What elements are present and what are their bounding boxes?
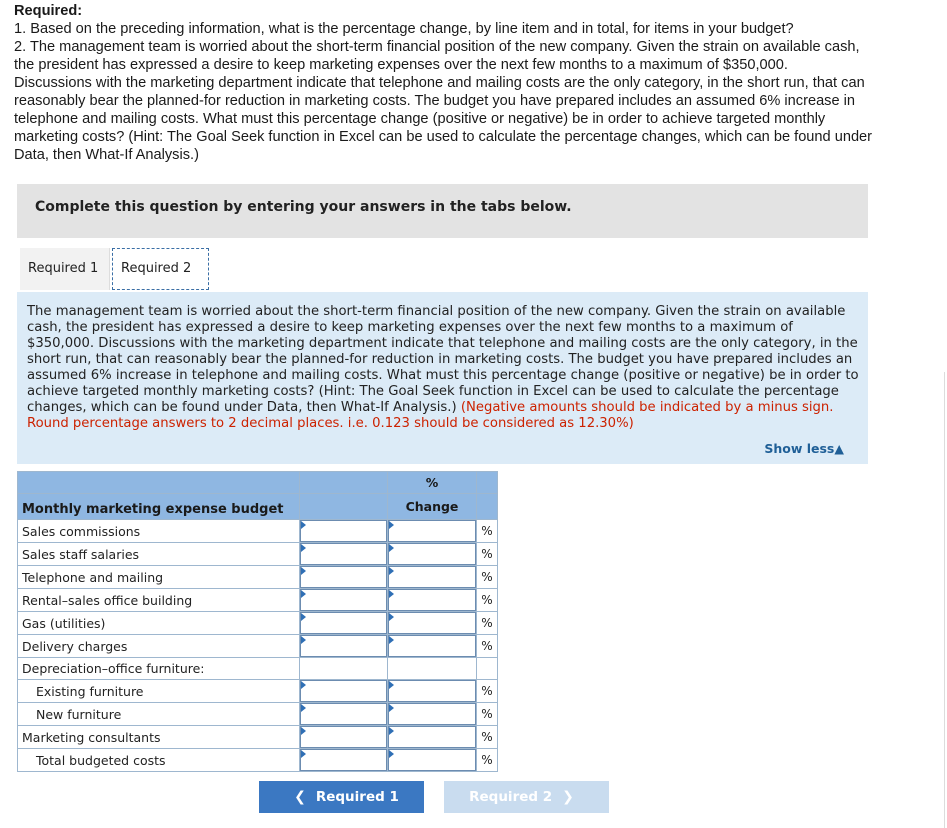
chevron-left-icon: ❮ [294, 789, 306, 805]
next-required-button[interactable] [444, 781, 609, 813]
amount-input[interactable] [301, 704, 386, 724]
row-label: Delivery charges [18, 635, 300, 658]
row-label: Rental–sales office building [18, 589, 300, 612]
pct-input-box[interactable] [388, 543, 476, 565]
table-row [18, 658, 498, 680]
question-2-line-5: telephone and mailing costs. What must this percentage change (positive or negative) be in order to achieve targeted monthly [14, 111, 826, 127]
pct-change-input[interactable] [389, 567, 475, 587]
row-label: Gas (utilities) [18, 612, 300, 635]
table-row [18, 589, 498, 612]
row-label: Sales commissions [18, 520, 300, 543]
table-row [18, 635, 498, 658]
pct-input-box[interactable] [388, 749, 476, 771]
table-row [18, 543, 498, 566]
table-row [18, 703, 498, 726]
row-label: Total budgeted costs [18, 749, 300, 772]
pct-input-box[interactable] [388, 635, 476, 657]
pct-change-input[interactable] [389, 750, 475, 770]
question-2-line-3: Discussions with the marketing department indicate that telephone and mailing costs are the only category, in the short run, that can [14, 75, 865, 91]
question-2-line-1: 2. The management team is worried about the short-term financial position of the new company. Given the strain on available cash, [14, 39, 860, 55]
pct-input-box[interactable] [388, 520, 476, 542]
amount-input[interactable] [301, 544, 386, 564]
amount-input[interactable] [301, 636, 386, 656]
question-2-line-4: reasonably bear the planned-for reduction in marketing costs. The budget you have prepared includes an assumed 6% increase in [14, 93, 856, 109]
amount-input-box[interactable] [300, 635, 387, 657]
pct-input-box[interactable] [388, 566, 476, 588]
tab-required-2[interactable]: Required 2 [112, 248, 209, 290]
row-label: Depreciation–office furniture: [18, 658, 300, 680]
required-section [14, 2, 942, 164]
amount-input[interactable] [301, 727, 386, 747]
amount-input[interactable] [301, 750, 386, 770]
next-button-label: Required 2 [469, 789, 553, 805]
percent-sign: % [477, 543, 498, 566]
right-divider [944, 372, 945, 828]
percent-sign: % [477, 635, 498, 658]
question-panel [17, 292, 868, 464]
pct-header-bottom: Change [388, 494, 477, 520]
panel-note: (Negative amounts should be indicated by a minus sign. Round percentage answers to 2 decimal places. i.e. 0.123 should be considered as 12.30%) [27, 400, 834, 431]
pct-change-input[interactable] [389, 590, 475, 610]
panel-text [27, 304, 859, 432]
row-label: Telephone and mailing [18, 566, 300, 589]
pct-input-box[interactable] [388, 612, 476, 634]
amount-input[interactable] [301, 521, 386, 541]
table-row [18, 680, 498, 703]
instructions-text: Complete this question by entering your answers in the tabs below. [35, 199, 572, 215]
required-heading: Required: [14, 3, 83, 19]
chevron-right-icon: ❯ [562, 789, 574, 805]
pct-input-box[interactable] [388, 589, 476, 611]
percent-sign: % [477, 520, 498, 543]
pct-input-box[interactable] [388, 726, 476, 748]
table-row [18, 726, 498, 749]
amount-input-box[interactable] [300, 543, 387, 565]
amount-input[interactable] [301, 567, 386, 587]
pct-change-input[interactable] [389, 681, 475, 701]
amount-input-box[interactable] [300, 589, 387, 611]
percent-sign: % [477, 749, 498, 772]
amount-input[interactable] [301, 613, 386, 633]
pct-change-input[interactable] [389, 704, 475, 724]
table-row [18, 612, 498, 635]
row-label: Marketing consultants [18, 726, 300, 749]
percent-sign: % [477, 566, 498, 589]
pct-input-box[interactable] [388, 680, 476, 702]
instructions-box [17, 184, 868, 238]
percent-sign: % [477, 680, 498, 703]
pct-change-input[interactable] [389, 636, 475, 656]
percent-sign: % [477, 703, 498, 726]
amount-input-box[interactable] [300, 520, 387, 542]
amount-input-box[interactable] [300, 612, 387, 634]
pct-change-input[interactable] [389, 521, 475, 541]
budget-table [17, 471, 498, 772]
table-row [18, 566, 498, 589]
pct-change-input[interactable] [389, 727, 475, 747]
question-2-line-2: the president has expressed a desire to keep marketing expenses over the next few months to a maximum of $350,000. [14, 57, 788, 73]
question-2-line-6: marketing costs? (Hint: The Goal Seek function in Excel can be used to calculate the percentage changes, which can be found under [14, 129, 873, 145]
percent-sign: % [477, 612, 498, 635]
show-less-link[interactable]: Show less▲ [764, 441, 844, 456]
pct-header-top: % [388, 472, 477, 494]
table-title: Monthly marketing expense budget [18, 494, 300, 520]
percent-sign: % [477, 726, 498, 749]
amount-input-box[interactable] [300, 680, 387, 702]
panel-question: The management team is worried about the short-term financial position of the new company. Given the strain on available cash, the president has expressed a desire to keep marketing expenses over the next few months to a maximum of $350,000. Discussions with the marketing department indicate that telephone and mailing costs are the only category, in the short run, that can reasonably bear the planned-for reduction in marketing costs. The budget you have prepared includes an assumed 6% increase in telephone and mailing costs. What must this percentage change (positive or negative) be in order to achieve targeted monthly marketing costs? (Hint: The Goal Seek function in Excel can be used to calculate the percentage changes, which can be found under Data, then What-If Analysis.) [27, 304, 859, 415]
amount-input-box[interactable] [300, 566, 387, 588]
pct-change-input[interactable] [389, 613, 475, 633]
prev-button-label: Required 1 [315, 789, 399, 805]
prev-required-button[interactable] [259, 781, 424, 813]
percent-sign: % [477, 589, 498, 612]
pct-input-box[interactable] [388, 703, 476, 725]
table-row-total [18, 749, 498, 772]
row-label: Existing furniture [18, 680, 300, 703]
amount-input-box[interactable] [300, 749, 387, 771]
pct-change-input[interactable] [389, 544, 475, 564]
row-label: Sales staff salaries [18, 543, 300, 566]
table-header-row [18, 472, 498, 494]
question-2-line-7: Data, then What-If Analysis.) [14, 147, 199, 163]
amount-input-box[interactable] [300, 703, 387, 725]
tab-required-1[interactable]: Required 1 [20, 248, 110, 290]
amount-input-box[interactable] [300, 726, 387, 748]
row-label: New furniture [18, 703, 300, 726]
table-header-row-2 [18, 494, 498, 520]
question-1: 1. Based on the preceding information, what is the percentage change, by line item and in total, for items in your budget? [14, 21, 794, 37]
amount-input[interactable] [301, 681, 386, 701]
table-row [18, 520, 498, 543]
amount-input[interactable] [301, 590, 386, 610]
